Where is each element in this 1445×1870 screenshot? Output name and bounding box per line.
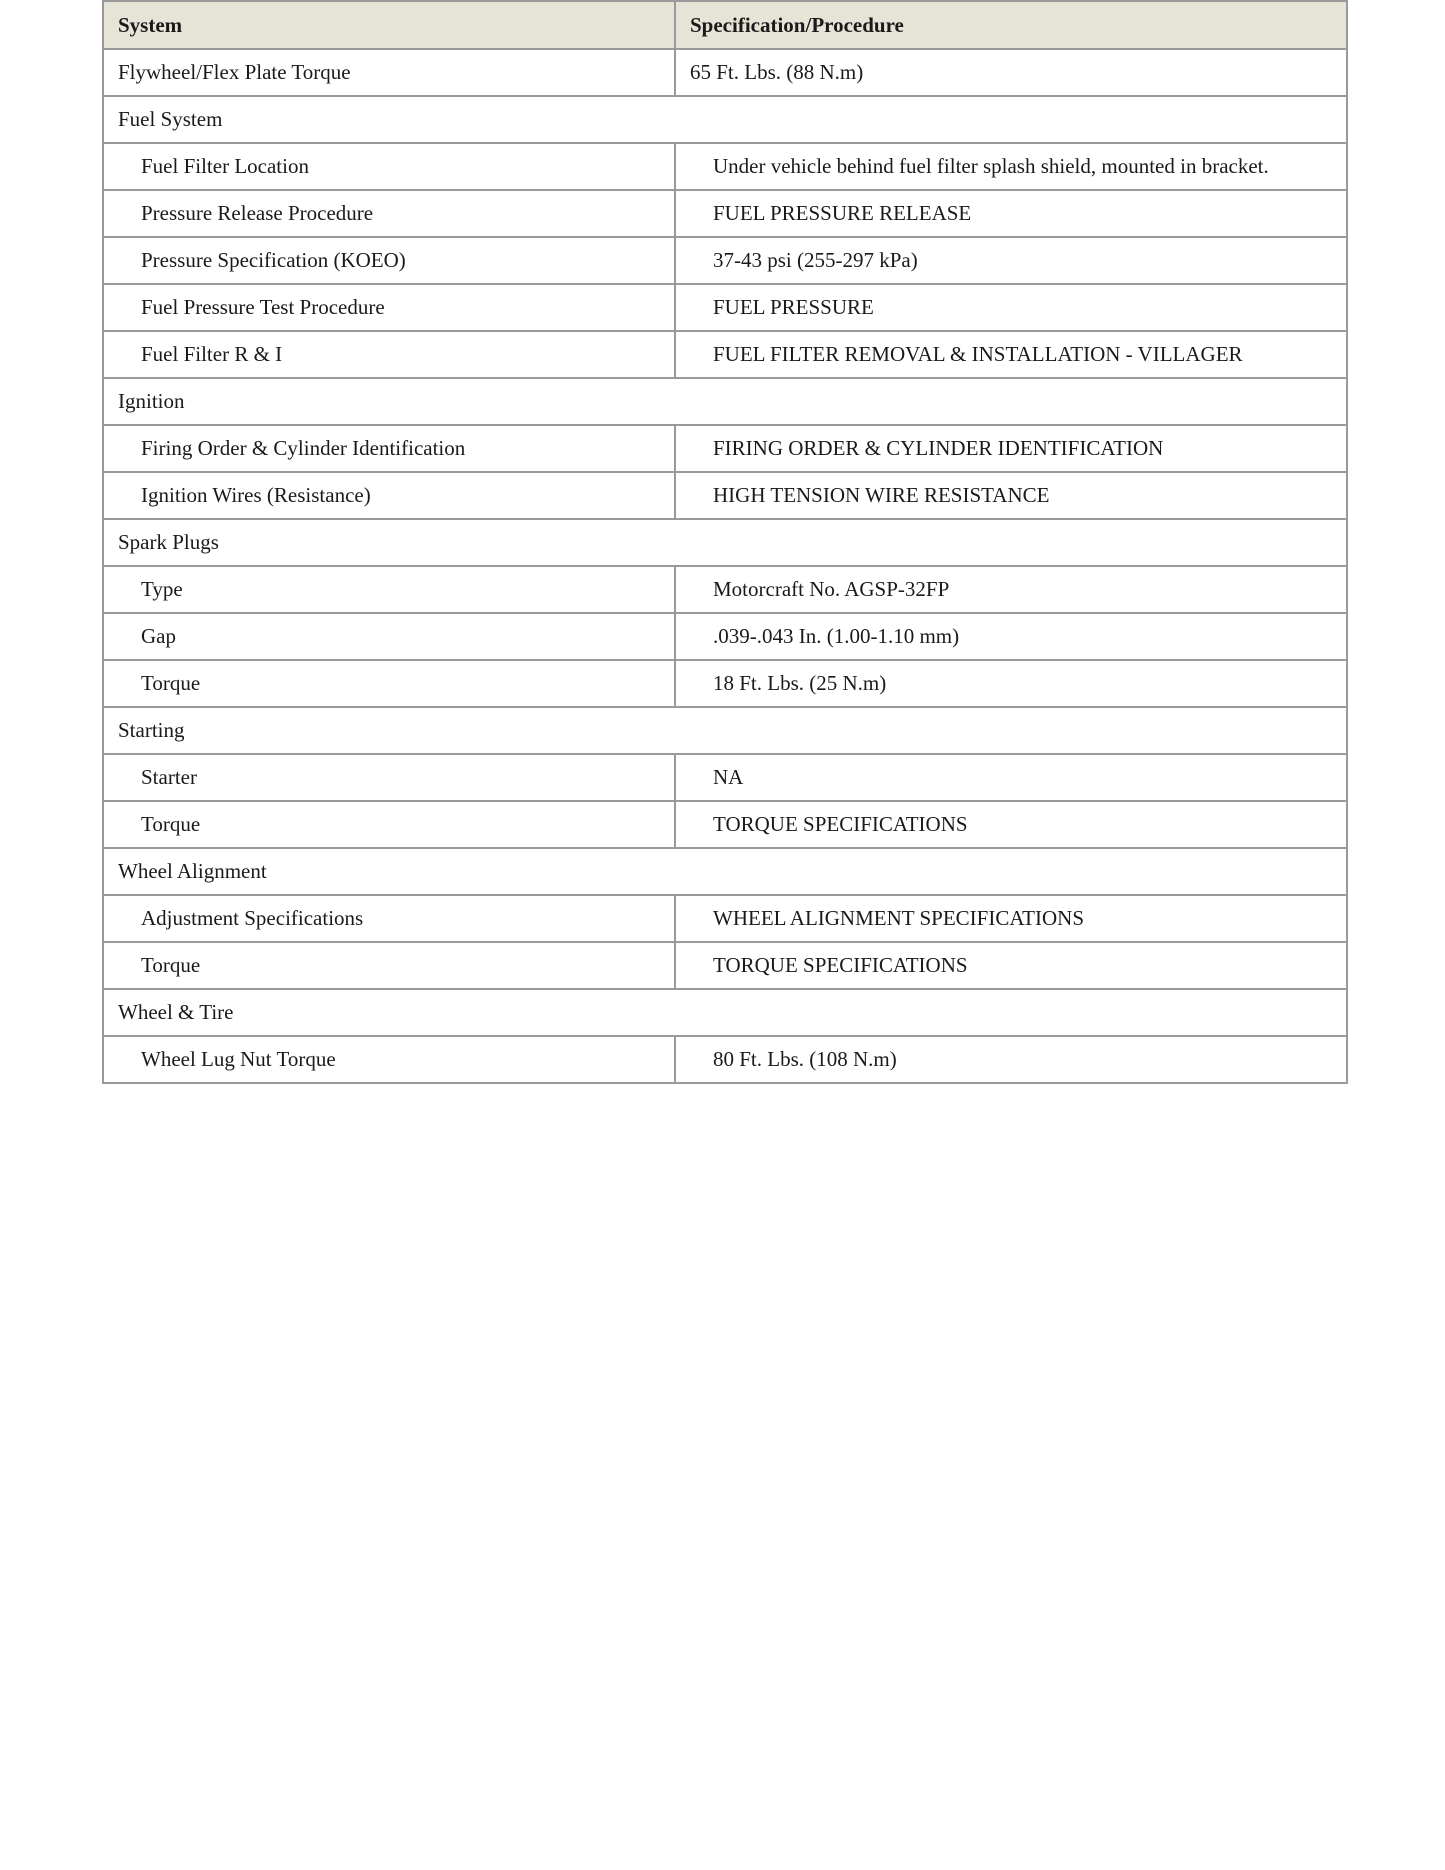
spec-cell: NA [675, 754, 1347, 801]
table-row [103, 284, 1347, 331]
table-row [103, 660, 1347, 707]
system-cell: Ignition Wires (Resistance) [103, 472, 675, 519]
spec-cell: 80 Ft. Lbs. (108 N.m) [675, 1036, 1347, 1083]
section-row [103, 519, 1347, 566]
header-specification: Specification/Procedure [675, 1, 1347, 49]
table-row [103, 425, 1347, 472]
system-cell: Starter [103, 754, 675, 801]
spec-cell: Under vehicle behind fuel filter splash shield, mounted in bracket. [675, 143, 1347, 190]
system-cell: Pressure Specification (KOEO) [103, 237, 675, 284]
table-body [103, 49, 1347, 1083]
spec-table [102, 0, 1348, 1084]
spec-cell: FIRING ORDER & CYLINDER IDENTIFICATION [675, 425, 1347, 472]
section-label: Wheel Alignment [103, 848, 1347, 895]
system-cell: Gap [103, 613, 675, 660]
system-cell: Wheel Lug Nut Torque [103, 1036, 675, 1083]
section-label: Wheel & Tire [103, 989, 1347, 1036]
table-row [103, 566, 1347, 613]
system-cell: Firing Order & Cylinder Identification [103, 425, 675, 472]
table-header [103, 1, 1347, 49]
table-row [103, 754, 1347, 801]
section-row [103, 848, 1347, 895]
table-row [103, 49, 1347, 96]
spec-cell: 18 Ft. Lbs. (25 N.m) [675, 660, 1347, 707]
system-cell: Fuel Filter Location [103, 143, 675, 190]
spec-cell: FUEL PRESSURE RELEASE [675, 190, 1347, 237]
header-row [103, 1, 1347, 49]
table-row [103, 143, 1347, 190]
section-label: Ignition [103, 378, 1347, 425]
system-cell: Fuel Filter R & I [103, 331, 675, 378]
table-row [103, 331, 1347, 378]
section-label: Fuel System [103, 96, 1347, 143]
system-cell: Type [103, 566, 675, 613]
header-system: System [103, 1, 675, 49]
spec-cell: TORQUE SPECIFICATIONS [675, 801, 1347, 848]
spec-cell: 37-43 psi (255-297 kPa) [675, 237, 1347, 284]
system-cell: Torque [103, 942, 675, 989]
table-row [103, 613, 1347, 660]
spec-cell: FUEL FILTER REMOVAL & INSTALLATION - VILLAGER [675, 331, 1347, 378]
section-row [103, 989, 1347, 1036]
table-row [103, 1036, 1347, 1083]
table-row [103, 237, 1347, 284]
table-row [103, 942, 1347, 989]
spec-cell: FUEL PRESSURE [675, 284, 1347, 331]
spec-cell: 65 Ft. Lbs. (88 N.m) [675, 49, 1347, 96]
table-row [103, 801, 1347, 848]
spec-cell: WHEEL ALIGNMENT SPECIFICATIONS [675, 895, 1347, 942]
section-row [103, 96, 1347, 143]
table-row [103, 190, 1347, 237]
system-cell: Flywheel/Flex Plate Torque [103, 49, 675, 96]
system-cell: Pressure Release Procedure [103, 190, 675, 237]
section-label: Starting [103, 707, 1347, 754]
section-label: Spark Plugs [103, 519, 1347, 566]
spec-cell: Motorcraft No. AGSP-32FP [675, 566, 1347, 613]
section-row [103, 378, 1347, 425]
spec-cell: .039-.043 In. (1.00-1.10 mm) [675, 613, 1347, 660]
spec-cell: TORQUE SPECIFICATIONS [675, 942, 1347, 989]
spec-cell: HIGH TENSION WIRE RESISTANCE [675, 472, 1347, 519]
system-cell: Adjustment Specifications [103, 895, 675, 942]
system-cell: Torque [103, 660, 675, 707]
table-row [103, 895, 1347, 942]
system-cell: Fuel Pressure Test Procedure [103, 284, 675, 331]
system-cell: Torque [103, 801, 675, 848]
section-row [103, 707, 1347, 754]
table-row [103, 472, 1347, 519]
